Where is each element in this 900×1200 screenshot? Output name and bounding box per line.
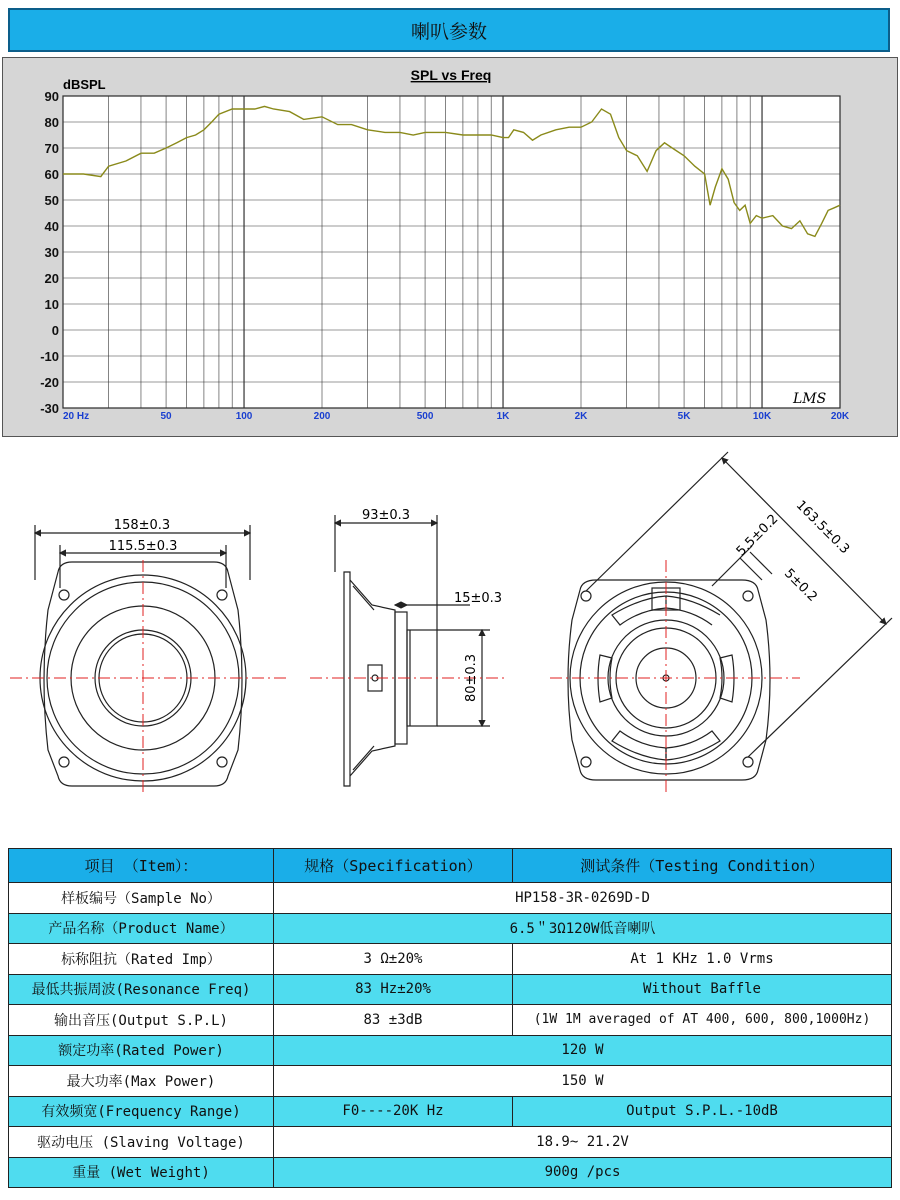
row-condition: Output S.P.L.-10dB <box>513 1096 892 1127</box>
spl-chart-svg <box>3 58 899 438</box>
x-tick-label: 500 <box>416 411 434 422</box>
x-tick-label: 100 <box>235 411 253 422</box>
front-outer-dim: 158±0.3 <box>113 518 171 533</box>
row-label: 最大功率(Max Power) <box>9 1066 274 1097</box>
x-tick-label: 200 <box>313 411 331 422</box>
row-label: 产品名称（Product Name） <box>9 913 274 944</box>
spl-chart <box>2 57 898 437</box>
table-row <box>9 1096 892 1127</box>
row-spec: 900g /pcs <box>274 1157 892 1188</box>
table-row <box>9 1035 892 1066</box>
chart-grid <box>63 96 840 408</box>
row-spec: F0----20K Hz <box>274 1096 513 1127</box>
x-tick-label: 50 <box>160 411 172 422</box>
x-tick-label: 10K <box>752 411 772 422</box>
row-spec: HP158-3R-0269D-D <box>274 883 892 914</box>
chart-x-ticks <box>63 411 850 422</box>
row-label: 最低共振周波(Resonance Freq) <box>9 974 274 1005</box>
y-tick-label: -20 <box>40 375 59 390</box>
row-spec: 150 W <box>274 1066 892 1097</box>
rear-view <box>568 452 892 780</box>
row-label: 额定功率(Rated Power) <box>9 1035 274 1066</box>
row-condition: At 1 KHz 1.0 Vrms <box>513 944 892 975</box>
x-tick-label: 20 Hz <box>63 411 90 422</box>
row-spec: 3 Ω±20% <box>274 944 513 975</box>
row-label: 样板编号（Sample No） <box>9 883 274 914</box>
y-tick-label: 60 <box>44 167 59 182</box>
x-tick-label: 5K <box>677 411 691 422</box>
y-tick-label: 40 <box>44 219 59 234</box>
front-inner-dim: 115.5±0.3 <box>108 539 178 554</box>
header-spec: 规格（Specification） <box>274 849 513 883</box>
page-title: 喇叭参数 <box>410 20 487 43</box>
y-tick-label: -30 <box>40 401 59 416</box>
rear-diag-dim: 163.5±0.3 <box>792 497 853 558</box>
y-tick-label: 10 <box>44 297 59 312</box>
row-label: 有效频宽(Frequency Range) <box>9 1096 274 1127</box>
row-spec: 18.9~ 21.2V <box>274 1127 892 1158</box>
rear-slot-dim-1: 5.5±0.2 <box>733 511 782 560</box>
y-tick-label: 30 <box>44 245 59 260</box>
row-label: 驱动电压 (Slaving Voltage) <box>9 1127 274 1158</box>
rear-slot-dim-2: 5±0.2 <box>781 566 820 605</box>
chart-y-label: dBSPL <box>63 77 106 92</box>
table-row <box>9 913 892 944</box>
chart-y-ticks <box>40 89 59 416</box>
row-label: 重量 (Wet Weight) <box>9 1157 274 1188</box>
row-condition: Without Baffle <box>513 974 892 1005</box>
x-tick-label: 20K <box>830 411 850 422</box>
table-row <box>9 883 892 914</box>
table-row <box>9 1005 892 1036</box>
x-tick-label: 2K <box>574 411 588 422</box>
table-row <box>9 944 892 975</box>
y-tick-label: 90 <box>44 89 59 104</box>
table-row <box>9 1127 892 1158</box>
row-condition: (1W 1M averaged of AT 400, 600, 800,1000Hz) <box>513 1005 892 1036</box>
side-view <box>335 515 490 786</box>
row-label: 标称阻抗（Rated Imp） <box>9 944 274 975</box>
table-row <box>9 1157 892 1188</box>
row-spec: 120 W <box>274 1035 892 1066</box>
table-row <box>9 1066 892 1097</box>
page-title-bar <box>8 8 890 52</box>
spec-table-header <box>9 849 892 883</box>
y-tick-label: 80 <box>44 115 59 130</box>
header-item: 项目 （Item）： <box>9 849 274 883</box>
y-tick-label: 50 <box>44 193 59 208</box>
header-condition: 测试条件（Testing Condition） <box>513 849 892 883</box>
spec-table <box>8 848 892 1188</box>
row-spec: 6.5＂3Ω120W低音喇叭 <box>274 913 892 944</box>
row-spec: 83 ±3dB <box>274 1005 513 1036</box>
y-tick-label: 70 <box>44 141 59 156</box>
side-magnet-dim: 15±0.3 <box>453 591 503 606</box>
y-tick-label: 0 <box>51 323 59 338</box>
table-row <box>9 974 892 1005</box>
x-tick-label: 1K <box>496 411 510 422</box>
speaker-drawings <box>0 440 900 840</box>
y-tick-label: -10 <box>40 349 59 364</box>
side-depth-dim: 93±0.3 <box>361 508 411 523</box>
chart-title: SPL vs Freq <box>410 67 492 83</box>
chart-watermark: LMS <box>793 391 827 407</box>
row-label: 输出音压(Output S.P.L) <box>9 1005 274 1036</box>
side-height-dim: 80±0.3 <box>464 653 479 703</box>
row-spec: 83 Hz±20% <box>274 974 513 1005</box>
y-tick-label: 20 <box>44 271 59 286</box>
